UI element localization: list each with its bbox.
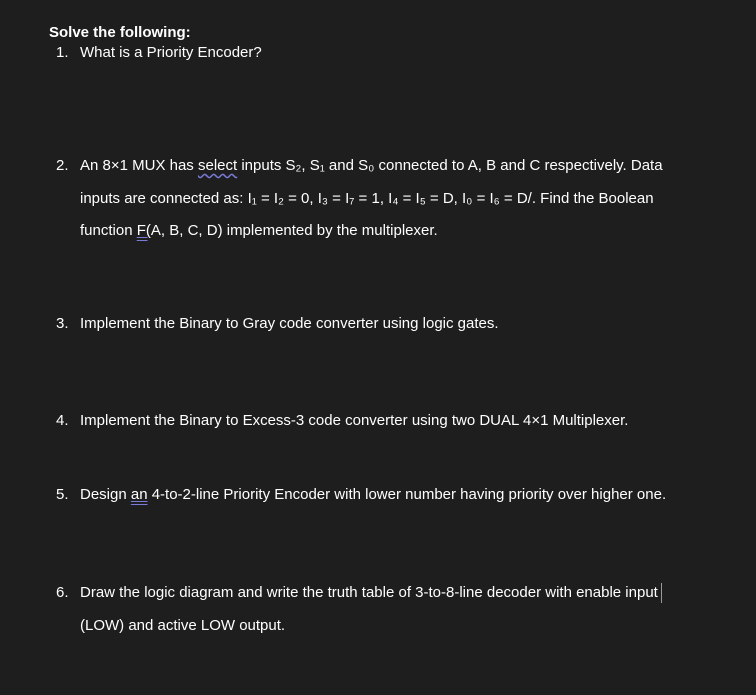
question-6-line-2: (LOW) and active LOW output.	[80, 616, 286, 634]
page-heading: Solve the following:	[49, 24, 191, 41]
grammar-mark[interactable]: an	[130, 486, 148, 503]
question-text: Implement the Binary to Gray code converter using logic gates.	[80, 315, 499, 332]
spellcheck-word[interactable]: select	[197, 157, 238, 174]
question-2-line-3: function F(A, B, C, D) implemented by the multiplexer.	[80, 222, 438, 239]
question-6-line-1: Draw the logic diagram and write the truth table of 3-to-8-line decoder with enable input	[80, 577, 662, 610]
question-number: 1.	[56, 44, 69, 61]
question-text-a: Design	[80, 486, 131, 503]
question-text: What is a Priority Encoder?	[80, 44, 262, 61]
question-1	[56, 44, 262, 61]
question-text: Implement the Binary to Excess-3 code converter using two DUAL 4×1 Multiplexer.	[80, 412, 629, 429]
question-number: 6.	[56, 584, 69, 601]
question-2-line-1: An 8×1 MUX has select inputs S₂, S₁ and S₀ connected to A, B and C respectively. Data	[80, 157, 663, 174]
text-cursor	[661, 583, 662, 603]
question-number: 2.	[56, 157, 69, 174]
question-number: 4.	[56, 412, 69, 429]
question-4	[56, 412, 628, 429]
question-number: 5.	[56, 486, 69, 503]
question-text-b: 4-to-2-line Priority Encoder with lower number having priority over higher one.	[147, 486, 667, 503]
question-6	[56, 577, 736, 647]
question-3	[56, 315, 499, 332]
question-2-line-2: inputs are connected as: I₁ = I₂ = 0, I₃ = I₇ = 1, I₄ = I₅ = D, I₀ = I₆ = D/. Find the Boolean	[80, 189, 654, 207]
grammar-mark[interactable]: F(	[136, 222, 151, 239]
question-number: 3.	[56, 315, 69, 332]
question-5	[56, 486, 666, 503]
question-2	[56, 150, 716, 250]
